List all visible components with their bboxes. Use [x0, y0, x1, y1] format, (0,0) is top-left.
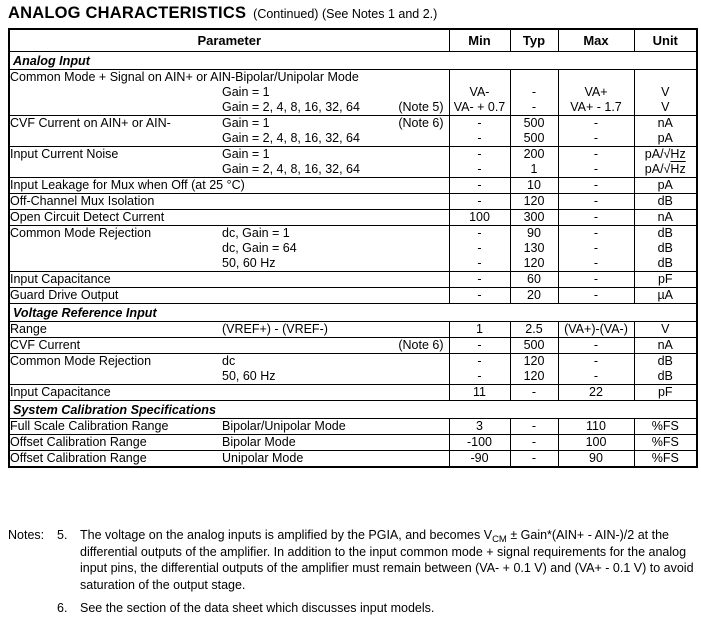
- section-label: System Calibration Specifications: [9, 401, 697, 419]
- unit-value: V: [661, 100, 670, 114]
- param-condition: Unipolar Mode: [222, 451, 304, 465]
- max-cell: -: [558, 272, 634, 288]
- min-cell: -: [449, 272, 510, 288]
- max-value: VA+ - 1.7: [570, 100, 622, 114]
- min-value: VA-: [469, 85, 490, 99]
- table-row-offset-calibration-bipolar: [9, 435, 697, 451]
- note5-text: The voltage on the analog inputs is amplified by the PGIA, and becomes $V_{CM}$ ± Gain*(AIN+ - AIN-)/2 at the differential outputs of the amplifier. In addition to the input common mode + signal requirements for the analog input pins, the differential outputs of the amplifier must remain between (VA- + 0.1 V) and (VA+ - 0.1 V) to avoid saturation of the output stage.: [80, 528, 694, 592]
- unit-cell: [634, 70, 697, 116]
- param-label: CVF Current: [10, 338, 81, 352]
- typ-value: 500: [523, 131, 545, 145]
- min-cell: - - -: [449, 226, 510, 272]
- unit-value: pA/√Hz: [644, 162, 686, 176]
- max-value: -: [593, 162, 599, 176]
- unit-cell: dB: [634, 194, 697, 210]
- unit-value: nA: [657, 116, 673, 130]
- max-value: -: [593, 131, 599, 145]
- unit-value: pA/√Hz: [644, 147, 686, 161]
- min-cell: -: [449, 288, 510, 304]
- typ-cell: -: [510, 435, 558, 451]
- min-value: -: [477, 116, 482, 130]
- section-label: Analog Input: [9, 52, 697, 70]
- param-cell: [9, 338, 449, 354]
- section-row-voltage-reference-input: [9, 304, 697, 322]
- param-condition: Gain = 1: [222, 147, 270, 161]
- section-row-analog-input: [9, 52, 697, 70]
- param-label: Common Mode Rejection: [10, 354, 152, 368]
- param-cell: [9, 385, 449, 401]
- unit-cell: nA: [634, 338, 697, 354]
- unit-cell: pF: [634, 385, 697, 401]
- min-value: -: [477, 147, 482, 161]
- max-cell: (VA+)-(VA-): [558, 322, 634, 338]
- min-cell: -: [449, 194, 510, 210]
- min-cell: 3: [449, 419, 510, 435]
- note-ref: (Note 6): [398, 116, 444, 130]
- min-cell: 11: [449, 385, 510, 401]
- unit-cell: nA: [634, 210, 697, 226]
- param-condition: 50, 60 Hz: [222, 256, 276, 270]
- unit-cell: pF: [634, 272, 697, 288]
- max-cell: -: [558, 210, 634, 226]
- typ-value: -: [531, 100, 537, 114]
- min-cell: -100: [449, 435, 510, 451]
- min-cell: [449, 70, 510, 116]
- typ-value: 200: [523, 147, 545, 161]
- param-condition: Bipolar Mode: [222, 435, 296, 449]
- max-cell: 22: [558, 385, 634, 401]
- min-cell: -: [449, 178, 510, 194]
- param-cell: [9, 194, 449, 210]
- unit-cell: dB dB dB: [634, 226, 697, 272]
- table-row-guard-drive-output: [9, 288, 697, 304]
- table-row-vref-common-mode-rejection: [9, 354, 697, 385]
- param-cell: [9, 226, 449, 272]
- param-label: CVF Current on AIN+ or AIN-: [10, 116, 171, 130]
- table-row-off-channel-mux-isolation: [9, 194, 697, 210]
- typ-cell: 500: [510, 338, 558, 354]
- unit-cell: pA: [634, 178, 697, 194]
- page-title-main: ANALOG CHARACTERISTICS: [8, 4, 247, 22]
- typ-value: 1: [530, 162, 538, 176]
- param-label: Offset Calibration Range: [10, 451, 147, 465]
- unit-value: pA: [657, 131, 673, 145]
- typ-cell: [510, 147, 558, 178]
- max-cell: - -: [558, 354, 634, 385]
- param-label: Guard Drive Output: [10, 288, 119, 302]
- notes-label: Notes:: [8, 528, 45, 542]
- param-condition: Gain = 2, 4, 8, 16, 32, 64: [222, 131, 360, 145]
- min-cell: [449, 147, 510, 178]
- param-label: Input Leakage for Mux when Off (at 25 °C): [10, 178, 245, 192]
- typ-cell: [510, 116, 558, 147]
- param-cell: [9, 116, 449, 147]
- param-condition: (VREF+) - (VREF-): [222, 322, 328, 336]
- max-cell: 110: [558, 419, 634, 435]
- col-header-unit: Unit: [634, 29, 697, 52]
- unit-cell: [634, 147, 697, 178]
- note-ref: (Note 6): [398, 338, 444, 352]
- typ-value: 500: [523, 116, 545, 130]
- min-cell: 1: [449, 322, 510, 338]
- typ-cell: 120 120: [510, 354, 558, 385]
- min-value: -: [477, 131, 482, 145]
- typ-cell: 20: [510, 288, 558, 304]
- col-header-typ: Typ: [510, 29, 558, 52]
- max-value: VA+: [584, 85, 608, 99]
- note-ref: (Note 5): [398, 100, 444, 114]
- param-cell: [9, 288, 449, 304]
- col-header-parameter: Parameter: [9, 29, 449, 52]
- param-cell: [9, 70, 449, 116]
- table-row-offset-calibration-unipolar: [9, 451, 697, 468]
- param-cell: [9, 354, 449, 385]
- param-label: Common Mode + Signal on AIN+ or AIN-Bipolar/Unipolar Mode: [10, 70, 359, 84]
- min-cell: -: [449, 338, 510, 354]
- max-cell: [558, 147, 634, 178]
- table-row-full-scale-calibration: [9, 419, 697, 435]
- max-cell: -: [558, 194, 634, 210]
- unit-cell: %FS: [634, 419, 697, 435]
- note6-text: See the section of the data sheet which discusses input models.: [80, 601, 435, 615]
- table-row-vref-cvf-current: [9, 338, 697, 354]
- param-label: Input Capacitance: [10, 385, 111, 399]
- min-value: VA- + 0.7: [453, 100, 506, 114]
- unit-cell: %FS: [634, 451, 697, 468]
- min-cell: -90: [449, 451, 510, 468]
- param-condition: 50, 60 Hz: [222, 369, 276, 383]
- param-condition: Gain = 1: [222, 85, 270, 99]
- unit-cell: µA: [634, 288, 697, 304]
- table-row-common-mode-signal: [9, 70, 697, 116]
- max-cell: [558, 116, 634, 147]
- typ-cell: [510, 70, 558, 116]
- max-cell: 90: [558, 451, 634, 468]
- max-cell: -: [558, 288, 634, 304]
- page-title: [8, 4, 437, 23]
- max-value: -: [593, 147, 599, 161]
- param-label: Open Circuit Detect Current: [10, 210, 165, 224]
- table-row-input-current-noise: [9, 147, 697, 178]
- param-label: Full Scale Calibration Range: [10, 419, 169, 433]
- table-row-open-circuit-detect: [9, 210, 697, 226]
- param-condition: Gain = 2, 4, 8, 16, 32, 64: [222, 100, 360, 114]
- page-title-suffix: (Continued) (See Notes 1 and 2.): [253, 7, 438, 21]
- max-cell: 100: [558, 435, 634, 451]
- param-label: Common Mode Rejection: [10, 226, 152, 240]
- typ-cell: -: [510, 451, 558, 468]
- typ-cell: 2.5: [510, 322, 558, 338]
- table-header-row: [9, 29, 697, 52]
- param-cell: [9, 322, 449, 338]
- section-row-system-calibration: [9, 401, 697, 419]
- unit-cell: V: [634, 322, 697, 338]
- param-label: Input Current Noise: [10, 147, 119, 161]
- typ-value: -: [531, 85, 537, 99]
- typ-cell: 300: [510, 210, 558, 226]
- table-row-cvf-current-ain: [9, 116, 697, 147]
- typ-cell: -: [510, 419, 558, 435]
- table-row-input-leakage: [9, 178, 697, 194]
- min-cell: 100: [449, 210, 510, 226]
- typ-cell: 120: [510, 194, 558, 210]
- typ-cell: 10: [510, 178, 558, 194]
- note5-number: 5.: [57, 528, 68, 542]
- max-cell: [558, 70, 634, 116]
- param-condition: Bipolar/Unipolar Mode: [222, 419, 346, 433]
- param-label: Off-Channel Mux Isolation: [10, 194, 155, 208]
- param-cell: [9, 147, 449, 178]
- min-cell: [449, 116, 510, 147]
- unit-cell: %FS: [634, 435, 697, 451]
- table-row-input-capacitance: [9, 272, 697, 288]
- col-header-min: Min: [449, 29, 510, 52]
- unit-cell: [634, 116, 697, 147]
- section-label: Voltage Reference Input: [9, 304, 697, 322]
- note6-number: 6.: [57, 601, 68, 615]
- param-condition: Gain = 1: [222, 116, 270, 130]
- param-condition: dc, Gain = 64: [222, 241, 297, 255]
- param-label: Offset Calibration Range: [10, 435, 147, 449]
- param-cell: [9, 451, 449, 468]
- table-row-common-mode-rejection: [9, 226, 697, 272]
- min-value: -: [477, 162, 482, 176]
- max-value: -: [593, 116, 599, 130]
- param-condition: Gain = 2, 4, 8, 16, 32, 64: [222, 162, 360, 176]
- min-cell: - -: [449, 354, 510, 385]
- notes-section: [8, 527, 695, 617]
- param-label: Range: [10, 322, 47, 336]
- vcm-subscript: CM: [492, 534, 507, 545]
- table-row-vref-range: [9, 322, 697, 338]
- max-cell: - - -: [558, 226, 634, 272]
- param-cell: [9, 435, 449, 451]
- param-condition: dc, Gain = 1: [222, 226, 290, 240]
- unit-cell: dB dB: [634, 354, 697, 385]
- max-cell: -: [558, 338, 634, 354]
- typ-cell: 90 130 120: [510, 226, 558, 272]
- typ-cell: 60: [510, 272, 558, 288]
- param-cell: [9, 178, 449, 194]
- param-cell: [9, 210, 449, 226]
- param-cell: [9, 419, 449, 435]
- typ-cell: -: [510, 385, 558, 401]
- param-cell: [9, 272, 449, 288]
- max-cell: -: [558, 178, 634, 194]
- col-header-max: Max: [558, 29, 634, 52]
- unit-value: V: [661, 85, 670, 99]
- param-condition: dc: [222, 354, 236, 368]
- table-row-vref-input-capacitance: [9, 385, 697, 401]
- analog-characteristics-table: [8, 28, 698, 468]
- param-label: Input Capacitance: [10, 272, 111, 286]
